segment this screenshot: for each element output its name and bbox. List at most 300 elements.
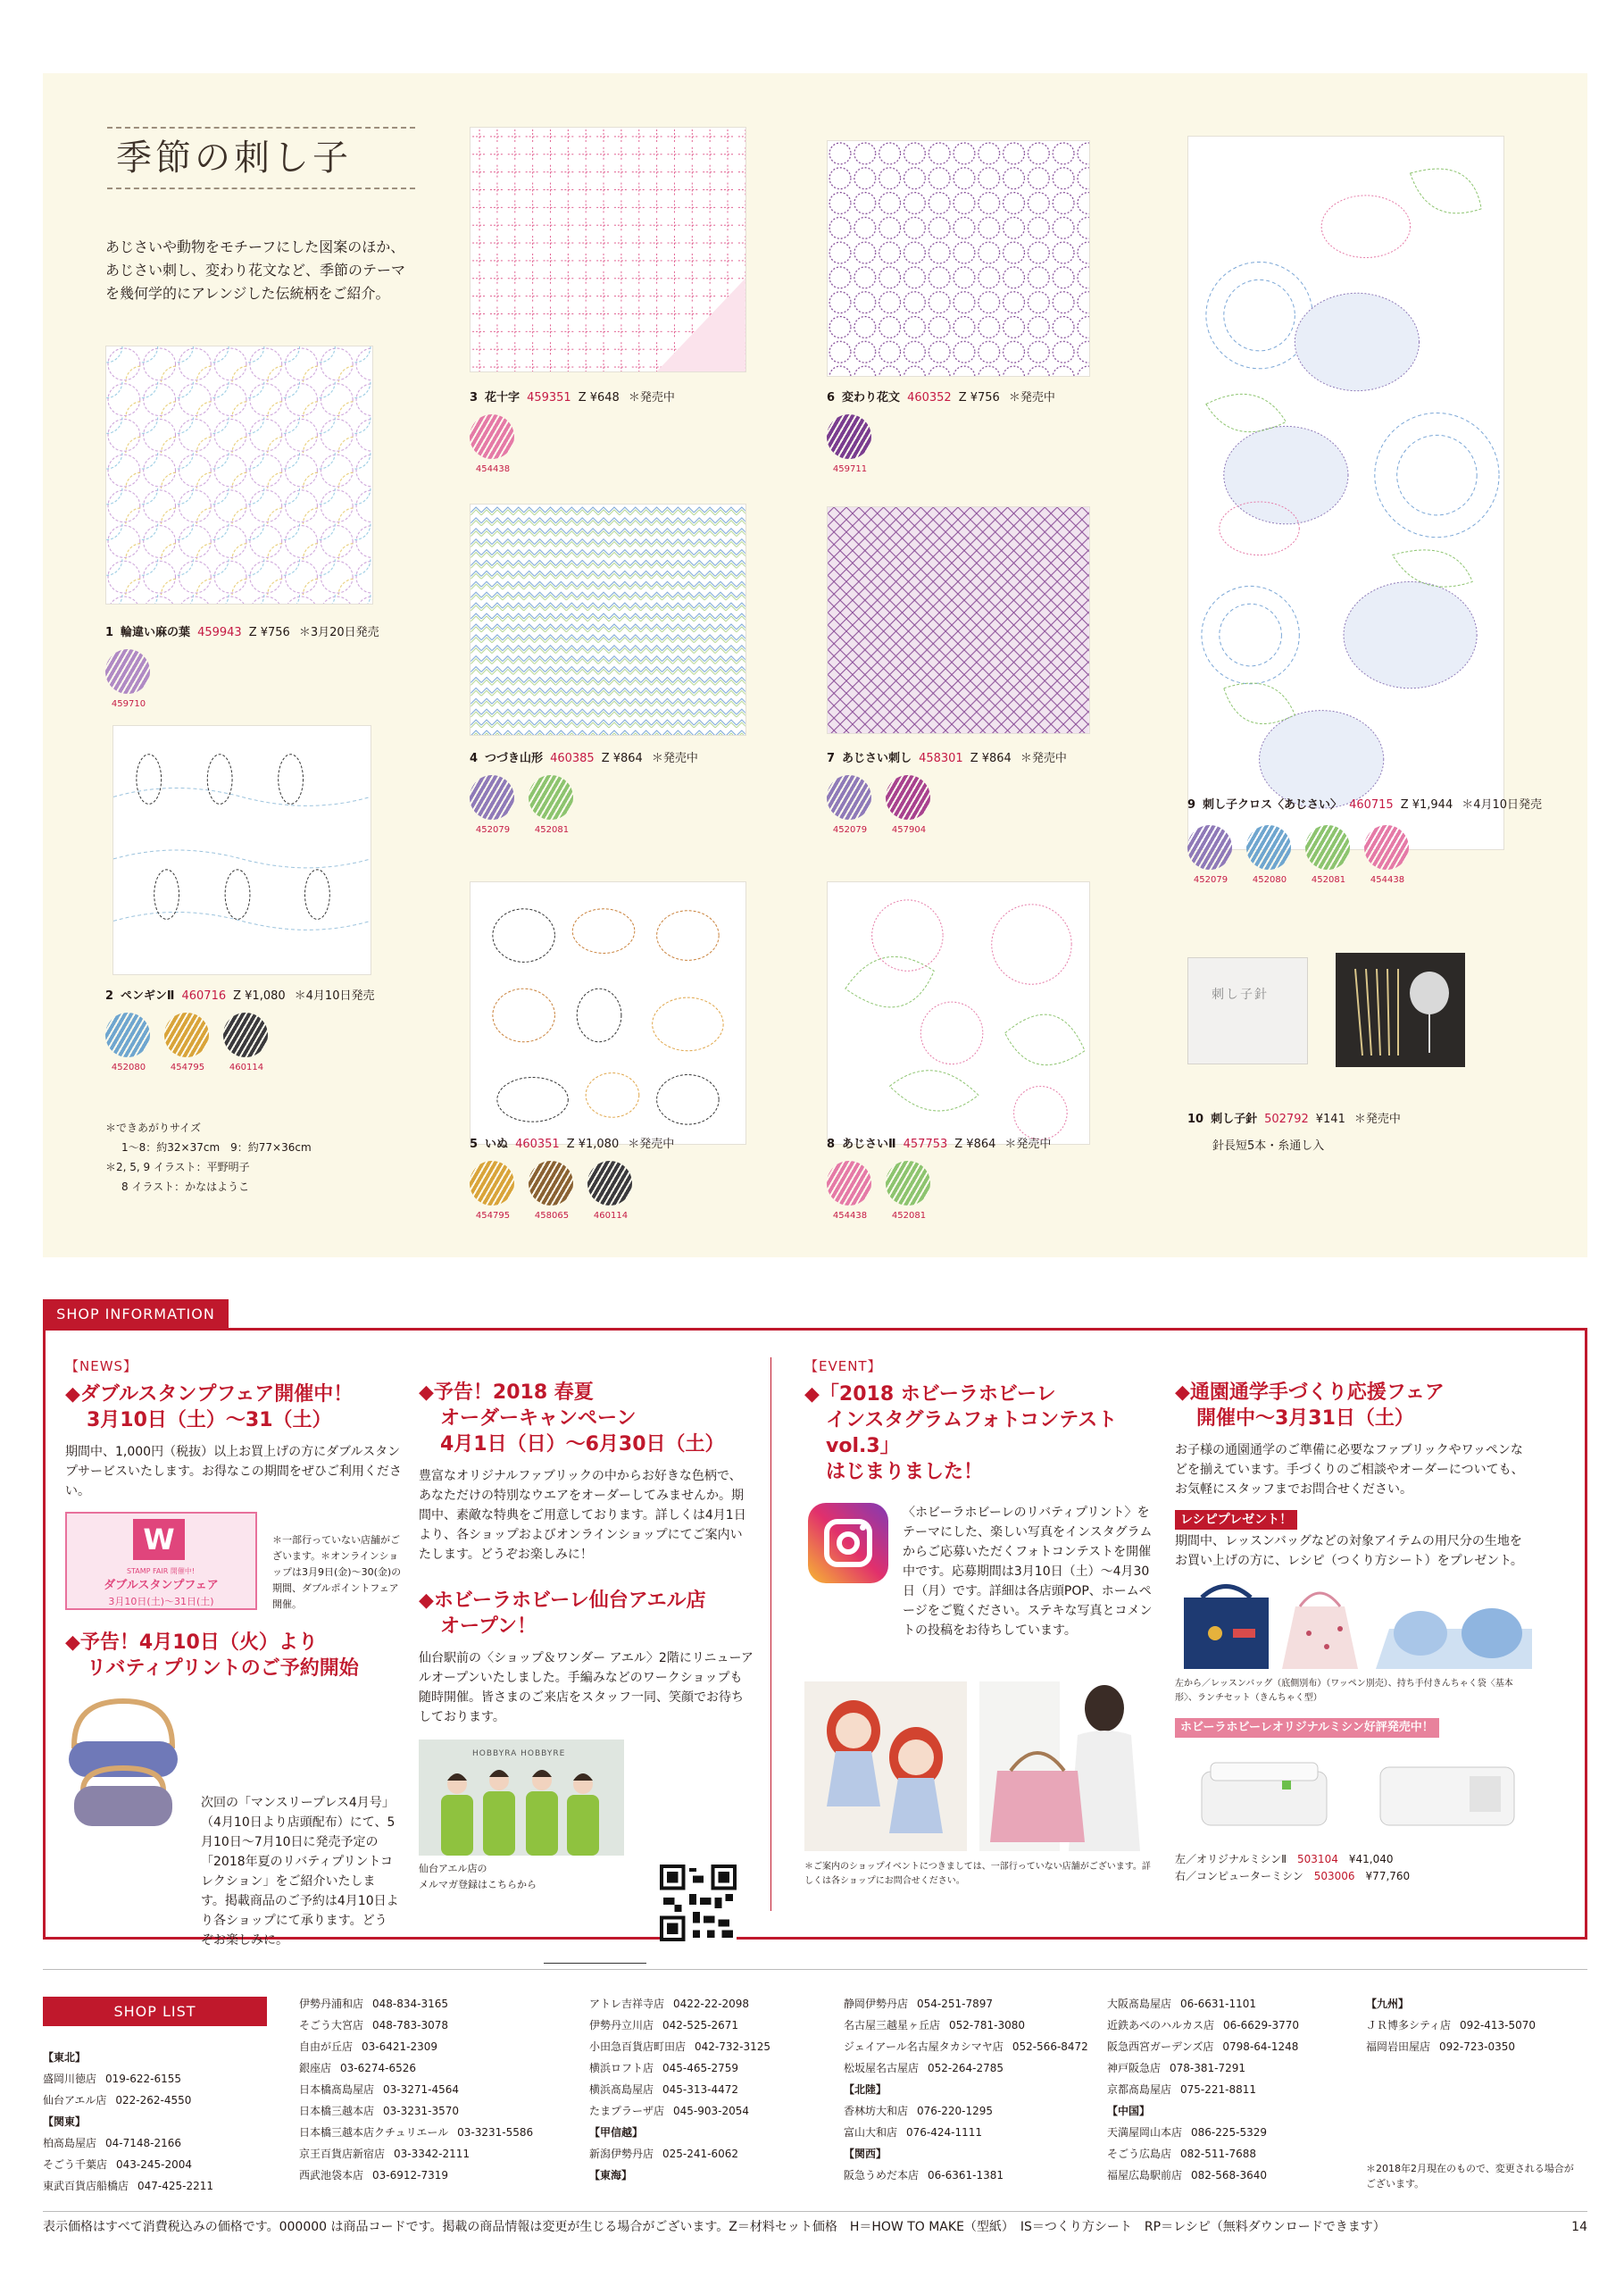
sendai-qr-code[interactable]	[660, 1865, 737, 1941]
thread-code: 459711	[832, 464, 868, 474]
shop-name: 富山大和店	[844, 2126, 898, 2139]
shop-item	[1366, 2036, 1536, 2057]
thread-ball	[105, 649, 150, 694]
thread-swatch	[1364, 825, 1411, 885]
product-note: ＊発売中	[1353, 1113, 1401, 1126]
order-campaign-body: 豊富なオリジナルファブリックの中からお好きな色柄で、あなただけの特別なウエアをオーダーしてみませんか。期間中、素敵な特典をご用意しております。詳しくは4月1日より、各ショップおよびオンラインショップにてご案内いたします。どうぞお楽しみに！	[419, 1469, 746, 1562]
shop-phone: 092-723-0350	[1439, 2040, 1516, 2053]
shop-information-box	[43, 1328, 1587, 1948]
product-name: 花十字	[485, 391, 521, 405]
shop-name: 京王百貨店新宿店	[299, 2148, 386, 2160]
shop-region: 【北陸】	[844, 2083, 887, 2096]
sendai-sign: HOBBYRA HOBBYRE	[472, 1749, 566, 1758]
product-name: つづき山形	[485, 752, 544, 765]
shop-region: 【中国】	[1107, 2105, 1151, 2117]
shop-item	[299, 2036, 533, 2057]
product-image-1	[105, 346, 373, 605]
shop-item	[299, 1993, 533, 2015]
page-number: 14	[1571, 2220, 1587, 2234]
shop-name: 盛岡川徳店	[43, 2073, 97, 2085]
event-tag: 【EVENT】	[804, 1358, 882, 1374]
shop-item	[844, 1993, 1088, 2015]
product-name: 刺し子クロス〈あじさい〉	[1203, 798, 1343, 812]
thread-ball	[886, 1161, 930, 1206]
product-price: Z ¥1,080	[233, 989, 286, 1003]
product-note: ＊発売中	[651, 752, 698, 765]
shop-region: 【東海】	[589, 2169, 633, 2182]
thread-code: 454438	[832, 1211, 868, 1221]
shop-phone: 052-781-3080	[949, 2019, 1026, 2032]
product-price: Z ¥648	[578, 391, 620, 405]
shop-item	[1107, 2036, 1299, 2057]
shop-phone: 082-568-3640	[1191, 2169, 1268, 2182]
product-number: 2	[105, 989, 114, 1003]
product-price: Z ¥756	[958, 391, 1000, 405]
shop-phone: 052-264-2785	[928, 2062, 1004, 2074]
product-note: ＊発売中	[628, 1138, 675, 1151]
shop-list-column	[1366, 1993, 1536, 2057]
thread-swatches	[827, 1161, 932, 1221]
product-price: ¥141	[1315, 1113, 1345, 1126]
shop-item	[43, 2132, 213, 2154]
product-name: あじさい刺し	[842, 752, 912, 765]
thread-code: 454795	[170, 1063, 205, 1072]
stamp-fair-body: 期間中、1,000円（税抜）以上お買上げの方にダブルスタンプサービスいたします。お得なこの期間をぜひご利用ください。	[65, 1445, 402, 1498]
shop-phone: 075-221-8811	[1180, 2083, 1257, 2096]
machine-list	[1175, 1851, 1532, 1885]
thread-swatches	[1187, 825, 1411, 885]
shop-phone: 092-413-5070	[1460, 2019, 1537, 2032]
contest-heading: ◆「2018 ホビーラホビーレ インスタグラムフォトコンテストvol.3」 はじまりました！	[804, 1383, 1118, 1483]
thread-code: 459710	[111, 699, 146, 709]
product-note: ＊4月10日発売	[294, 989, 375, 1003]
product-number: 5	[470, 1138, 479, 1151]
contest-doll-photo	[804, 1681, 967, 1851]
shop-item	[299, 2165, 533, 2186]
shop-phone: 019-622-6155	[105, 2073, 182, 2085]
product-note: ＊発売中	[1004, 1138, 1052, 1151]
thread-swatch	[1246, 825, 1293, 885]
product-image-4	[470, 504, 746, 736]
contest-body: 〈ホビーラホビーレのリバティプリント〉をテーマにした、楽しい写真をインスタグラムからご応募いただくフォトコンテストを開催中です。応募期間は3月10日（土）〜4月30日（月）です。詳細は各店頭POP、ホームページをご覧ください。ステキな写真とコメントの投稿をお待ちしています。	[903, 1506, 1153, 1638]
shop-item	[1107, 2079, 1299, 2100]
thread-swatches	[105, 649, 152, 709]
thread-swatch	[827, 1161, 873, 1221]
product-code: 459943	[197, 626, 242, 639]
shop-name: 柏髙島屋店	[43, 2137, 97, 2149]
thread-ball	[470, 414, 514, 459]
shop-name: 伊勢丹立川店	[589, 2019, 654, 2032]
shop-item	[43, 2175, 213, 2197]
school-items-photo	[1175, 1580, 1532, 1673]
shop-phone: 06-6631-1101	[1180, 1998, 1257, 2010]
thread-code: 460114	[593, 1211, 629, 1221]
thread-swatches	[470, 775, 575, 835]
shop-item	[1366, 2015, 1536, 2036]
thread-swatches	[105, 1013, 270, 1072]
thread-ball	[164, 1013, 209, 1057]
product-price: Z ¥864	[601, 752, 643, 765]
order-campaign-heading: ◆予告！2018 春夏 オーダーキャンペーン 4月1日（日）〜6月30日（土）	[419, 1381, 725, 1456]
shop-name: たまプラーザ店	[589, 2105, 665, 2117]
event-column-right	[1175, 1380, 1532, 1885]
product-name: 変わり花文	[842, 391, 901, 405]
product-name: いぬ	[485, 1138, 509, 1151]
thread-code: 452081	[534, 825, 570, 835]
shop-phone: 025-241-6062	[662, 2148, 739, 2160]
shop-phone: 03-3231-3570	[383, 2105, 460, 2117]
shop-phone: 042-525-2671	[662, 2019, 739, 2032]
shop-phone: 045-903-2054	[673, 2105, 750, 2117]
shop-name: 小田急百貨店町田店	[589, 2040, 687, 2053]
shop-name: 福岡岩田屋店	[1366, 2040, 1431, 2053]
thread-ball	[1246, 825, 1291, 870]
product-code: 460716	[181, 989, 227, 1003]
sendai-staff-photo	[419, 1740, 624, 1856]
shop-phone: 0798-64-1248	[1222, 2040, 1299, 2053]
product-code: 460385	[550, 752, 595, 765]
shop-name: 天満屋岡山本店	[1107, 2126, 1183, 2139]
thread-code: 454438	[475, 464, 511, 474]
machine-item: 左／オリジナルミシンⅡ 503104 ¥41,040	[1175, 1853, 1394, 1865]
thread-ball	[827, 775, 871, 820]
product-code: 460352	[907, 391, 952, 405]
product-image-10-needles	[1336, 953, 1465, 1067]
shop-name: そごう広島店	[1107, 2148, 1172, 2160]
news-tag: 【NEWS】	[65, 1358, 138, 1374]
product-name: 輪違い麻の葉	[121, 626, 191, 639]
thread-swatches	[470, 1161, 634, 1221]
shop-phone: 045-313-4472	[662, 2083, 739, 2096]
shop-item	[43, 2090, 213, 2111]
catalog-notes: ＊できあがりサイズ 1〜8：約32×37cm 9：約77×36cm ＊2, 5, 9 イラスト：平野明子 8 イラスト：かなはようこ	[105, 1122, 312, 1193]
machine-item: 右／コンピューターミシン 503006 ¥77,760	[1175, 1870, 1411, 1882]
shop-phone: 0422-22-2098	[673, 1998, 750, 2010]
shop-list-column	[43, 2047, 213, 2197]
shop-region: 【東北】	[43, 2051, 87, 2064]
shop-phone: 082-511-7688	[1180, 2148, 1257, 2160]
thread-swatch	[1305, 825, 1352, 885]
thread-ball	[470, 1161, 514, 1206]
school-fair-body: お子様の通園通学のご準備に必要なファブリックやワッペンなどを揃えています。手づくりのご相談やオーダーについても、お気軽にスタッフまでお問合せください。	[1175, 1443, 1524, 1497]
shop-phone: 052-566-8472	[1012, 2040, 1088, 2053]
shop-name: そごう千葉店	[43, 2158, 108, 2171]
shop-item	[844, 2165, 1088, 2186]
shop-name: 仙台アエル店	[43, 2094, 107, 2107]
shop-list-column	[299, 1993, 533, 2186]
thread-code: 452080	[1252, 875, 1287, 885]
shop-phone: 076-424-1111	[906, 2126, 983, 2139]
product-name: ペンギンⅡ	[121, 989, 175, 1003]
shop-phone: 03-3271-4564	[383, 2083, 460, 2096]
shop-item	[1107, 1993, 1299, 2015]
shop-name: 東武百貨店船橋店	[43, 2180, 129, 2192]
school-items-caption: 左から／レッスンバッグ（底側別布）（ワッペン別売）、持ち手付きんちゃく袋〈基本形〉、ランチセット（きんちゃく型）	[1175, 1679, 1513, 1703]
shop-item	[589, 1993, 770, 2015]
shop-name: 大阪髙島屋店	[1107, 1998, 1172, 2010]
shop-item	[1107, 2015, 1299, 2036]
product-caption	[827, 748, 1067, 765]
shop-item	[299, 2143, 533, 2165]
shop-item	[299, 2100, 533, 2122]
school-fair-heading: ◆通園通学手づくり応援フェア 開催中〜3月31日（土）	[1175, 1381, 1445, 1430]
product-caption	[827, 1134, 1051, 1151]
instagram-icon[interactable]	[808, 1503, 888, 1583]
product-caption	[105, 986, 374, 1003]
shop-item	[844, 2100, 1088, 2122]
shop-phone: 022-262-4550	[115, 2094, 192, 2107]
thread-code: 458065	[534, 1211, 570, 1221]
thread-swatch	[529, 1161, 575, 1221]
thread-swatch	[587, 1161, 634, 1221]
product-price: Z ¥864	[970, 752, 1012, 765]
stamp-badge-dates: 3月10日(土)〜31日(土)	[108, 1596, 214, 1607]
shop-name: アトレ吉祥寺店	[589, 1998, 665, 2010]
shop-phone: 03-6274-6526	[340, 2062, 417, 2074]
shop-phone: 076-220-1295	[917, 2105, 994, 2117]
product-image-8	[827, 881, 1090, 1145]
product-number: 4	[470, 752, 479, 765]
product-10-sub: 針長短5本・糸通し入	[1212, 1139, 1325, 1153]
shop-region: 【関西】	[844, 2148, 887, 2160]
thread-swatch	[223, 1013, 270, 1072]
shop-phone: 03-6421-2309	[362, 2040, 438, 2053]
shop-phone: 054-251-7897	[917, 1998, 994, 2010]
shop-name: 銀座店	[299, 2062, 332, 2074]
product-price: Z ¥756	[248, 626, 290, 639]
thread-ball	[1305, 825, 1350, 870]
shop-phone: 078-381-7291	[1170, 2062, 1246, 2074]
thread-code: 457904	[891, 825, 927, 835]
shop-name: 自由が丘店	[299, 2040, 354, 2053]
shop-item	[589, 2036, 770, 2057]
section-title: 季節の刺し子	[107, 127, 415, 189]
thread-swatch	[105, 649, 152, 709]
thread-ball	[827, 414, 871, 459]
product-name: 刺し子針	[1211, 1113, 1258, 1126]
shop-phone: 047-425-2211	[137, 2180, 214, 2192]
shop-item	[844, 2057, 1088, 2079]
thread-swatch	[105, 1013, 152, 1072]
shop-name: 香林坊大和店	[844, 2105, 909, 2117]
intro-text: あじさいや動物をモチーフにした図案のほか、 あじさい刺し、変わり花文など、季節のテーマ を幾何学的にアレンジした伝統柄をご紹介。	[105, 238, 406, 302]
product-note: ＊4月10日発売	[1462, 798, 1543, 812]
product-note: ＊発売中	[628, 391, 675, 405]
product-note: ＊3月20日発売	[298, 626, 379, 639]
shop-phone: 04-7148-2166	[105, 2137, 182, 2149]
shop-name: 西武池袋本店	[299, 2169, 364, 2182]
page-footer	[43, 2211, 1587, 2236]
shop-item	[589, 2057, 770, 2079]
shop-list-column	[1107, 1993, 1299, 2186]
shop-item	[1107, 2057, 1299, 2079]
shop-phone: 03-6912-7319	[372, 2169, 449, 2182]
product-caption	[827, 388, 1055, 405]
shop-name: 静岡伊勢丹店	[844, 1998, 909, 2010]
shop-phone: 043-245-2004	[116, 2158, 193, 2171]
recipe-present-body: 期間中、レッスンバッグなどの対象アイテムの用尺分の生地をお買い上げの方に、レシピ（つくり方シート）をプレゼント。	[1175, 1534, 1523, 1568]
shop-name: 新潟伊勢丹店	[589, 2148, 654, 2160]
product-image-3	[470, 127, 746, 372]
product-number: 8	[827, 1138, 836, 1151]
shop-information-tab: SHOP INFORMATION	[43, 1299, 229, 1329]
contest-note: ＊ご案内のショップイベントにつきましては、一部行っていない店舗がございます。詳しくは各ショップにお問合せください。	[804, 1862, 1151, 1886]
thread-ball	[470, 775, 514, 820]
product-note: ＊発売中	[1020, 752, 1067, 765]
product-number: 6	[827, 391, 836, 405]
shop-region: 【甲信越】	[589, 2126, 644, 2139]
liberty-heading: ◆予告！4月10日（火）より リバティプリントのご予約開始	[65, 1631, 359, 1680]
thread-swatch	[886, 1161, 932, 1221]
shop-list-note: ＊2018年2月現在のもので、変更される場合がございます。	[1366, 2163, 1574, 2190]
thread-swatch	[470, 414, 516, 474]
shop-item	[844, 2036, 1088, 2057]
thread-swatch	[1187, 825, 1234, 885]
product-caption	[470, 388, 675, 405]
shop-phone: 042-732-3125	[695, 2040, 771, 2053]
shop-item	[589, 2100, 770, 2122]
thread-code: 454795	[475, 1211, 511, 1221]
needle-package-text: 刺し子針	[1212, 988, 1269, 1002]
shop-name: ＪＲ博多シティ店	[1366, 2019, 1452, 2032]
shop-name: 阪急西宮ガーデンズ店	[1107, 2040, 1214, 2053]
stamp-badge-letter: W	[133, 1519, 185, 1560]
shop-name: 松坂屋名古屋店	[844, 2062, 920, 2074]
machine-heading: ホビーラホビーレオリジナルミシン好評発売中！	[1175, 1718, 1439, 1738]
thread-swatch	[886, 775, 932, 835]
sendai-arrow	[544, 1963, 646, 1964]
sendai-mail-text: 仙台アエル店の メルマガ登録はこちらから	[419, 1863, 537, 1890]
thread-ball	[1187, 825, 1232, 870]
product-code: 457753	[903, 1138, 948, 1151]
shop-name: 京都髙島屋店	[1107, 2083, 1172, 2096]
product-number: 3	[470, 391, 479, 405]
event-column-left	[804, 1357, 1153, 1886]
thread-swatch	[827, 414, 873, 474]
shop-name: 名古屋三越星ヶ丘店	[844, 2019, 941, 2032]
product-image-6	[827, 140, 1090, 377]
shop-phone: 03-3231-5586	[457, 2126, 534, 2139]
shop-item	[299, 2122, 533, 2143]
stamp-badge-sub: STAMP FAIR 開催中!	[126, 1567, 196, 1575]
machine-photo	[1175, 1745, 1532, 1848]
product-price: Z ¥1,944	[1400, 798, 1453, 812]
product-number: 9	[1187, 798, 1196, 812]
shop-list-column	[844, 1993, 1088, 2186]
thread-swatch	[529, 775, 575, 835]
product-caption	[470, 1134, 674, 1151]
news-column-right	[419, 1380, 754, 1893]
product-price: Z ¥1,080	[566, 1138, 620, 1151]
shop-name: 阪急うめだ本店	[844, 2169, 920, 2182]
thread-ball	[886, 775, 930, 820]
thread-code: 452081	[891, 1211, 927, 1221]
thread-ball	[529, 775, 573, 820]
thread-code: 452079	[475, 825, 511, 835]
shop-list-tab: SHOP LIST	[43, 1997, 267, 2026]
footer-text: 表示価格はすべて消費税込みの価格です。000000 は商品コードです。掲載の商品情報は変更が生じる場合がございます。Z＝材料セット価格 H＝HOW TO MAKE（型紙） IS＝つくり方シート RP＝レシピ（無料ダウンロードできます）	[43, 2220, 1386, 2234]
product-caption	[1187, 1109, 1401, 1126]
shop-name: 横浜髙島屋店	[589, 2083, 654, 2096]
shop-item	[1107, 2122, 1299, 2143]
shop-item	[589, 2015, 770, 2036]
sendai-heading: ◆ホビーラホビーレ仙台アエル店 オープン！	[419, 1589, 706, 1638]
product-code: 459351	[527, 391, 571, 405]
shop-name: 日本橋三越本店クチュリエール	[299, 2126, 449, 2139]
shop-name: ジェイアール名古屋タカシマヤ店	[844, 2040, 1004, 2053]
product-code: 458301	[919, 752, 963, 765]
product-code: 502792	[1264, 1113, 1309, 1126]
shop-list-column	[589, 1993, 770, 2186]
stamp-fair-note: ＊一部行っていない店舗がございます。＊オンラインショップは3月9日(金)〜30(金)の期間、ダブルポイントフェア開催。	[272, 1534, 402, 1610]
product-number: 1	[105, 626, 114, 639]
thread-ball	[529, 1161, 573, 1206]
product-number: 7	[827, 752, 836, 765]
product-image-5	[470, 881, 746, 1145]
shop-item	[299, 2015, 533, 2036]
shop-item	[299, 2057, 533, 2079]
shop-phone: 06-6361-1381	[928, 2169, 1004, 2182]
thread-code: 460114	[229, 1063, 264, 1072]
shop-phone: 03-3342-2111	[394, 2148, 471, 2160]
shop-item	[43, 2068, 213, 2090]
shop-name: 日本橋髙島屋店	[299, 2083, 375, 2096]
product-caption	[470, 748, 698, 765]
thread-swatch	[827, 775, 873, 835]
shop-name: 福屋広島駅前店	[1107, 2169, 1183, 2182]
shop-item	[1107, 2165, 1299, 2186]
recipe-present-heading: レシピプレゼント！	[1175, 1510, 1297, 1530]
news-column-left	[65, 1357, 404, 1948]
shop-item	[1107, 2143, 1299, 2165]
stamp-fair-badge	[65, 1512, 257, 1610]
thread-ball	[223, 1013, 268, 1057]
shop-name: 神戸阪急店	[1107, 2062, 1162, 2074]
product-caption	[1187, 795, 1542, 812]
liberty-image	[65, 1692, 181, 1835]
shop-item	[299, 2079, 533, 2100]
shop-name: 近鉄あべのハルカス店	[1107, 2019, 1215, 2032]
sendai-body: 仙台駅前の〈ショップ＆ワンダー アエル〉2階にリニューアルオープンいたしました。手編みなどのワークショップも随時開催。皆さまのご来店をスタッフ一同、笑顔でお待ちしております。	[419, 1651, 754, 1724]
shop-phone: 048-834-3165	[372, 1998, 449, 2010]
thread-code: 452079	[1193, 875, 1228, 885]
product-image-10-package	[1187, 957, 1308, 1064]
thread-ball	[1364, 825, 1409, 870]
shop-region: 【関東】	[43, 2115, 87, 2128]
thread-code: 452081	[1311, 875, 1346, 885]
stamp-badge-title: ダブルスタンプフェア	[104, 1579, 219, 1592]
shop-item	[589, 2143, 770, 2165]
shop-name: 日本橋三越本店	[299, 2105, 375, 2117]
shop-item	[844, 2015, 1088, 2036]
thread-code: 452079	[832, 825, 868, 835]
thread-code: 452080	[111, 1063, 146, 1072]
product-code: 460715	[1349, 798, 1394, 812]
shop-phone: 06-6629-3770	[1223, 2019, 1300, 2032]
product-image-2	[112, 725, 371, 975]
product-image-9	[1187, 136, 1504, 850]
product-name: あじさいⅡ	[842, 1138, 896, 1151]
product-code: 460351	[515, 1138, 560, 1151]
thread-code: 454438	[1370, 875, 1405, 885]
thread-ball	[827, 1161, 871, 1206]
thread-ball	[587, 1161, 632, 1206]
product-price: Z ¥864	[954, 1138, 996, 1151]
shop-phone: 086-225-5329	[1191, 2126, 1268, 2139]
liberty-body: 次回の「マンスリープレス4月号」（4月10日より店頭配布）にて、5月10日〜7月10日に発売予定の「2018年夏のリバティプリントコレクション」をご紹介いたします。掲載商品のご予約は4月10日より各ショップにて承ります。どうぞお楽しみに。	[201, 1796, 399, 1948]
thread-swatches	[827, 775, 932, 835]
contest-bag-photo	[979, 1681, 1153, 1851]
